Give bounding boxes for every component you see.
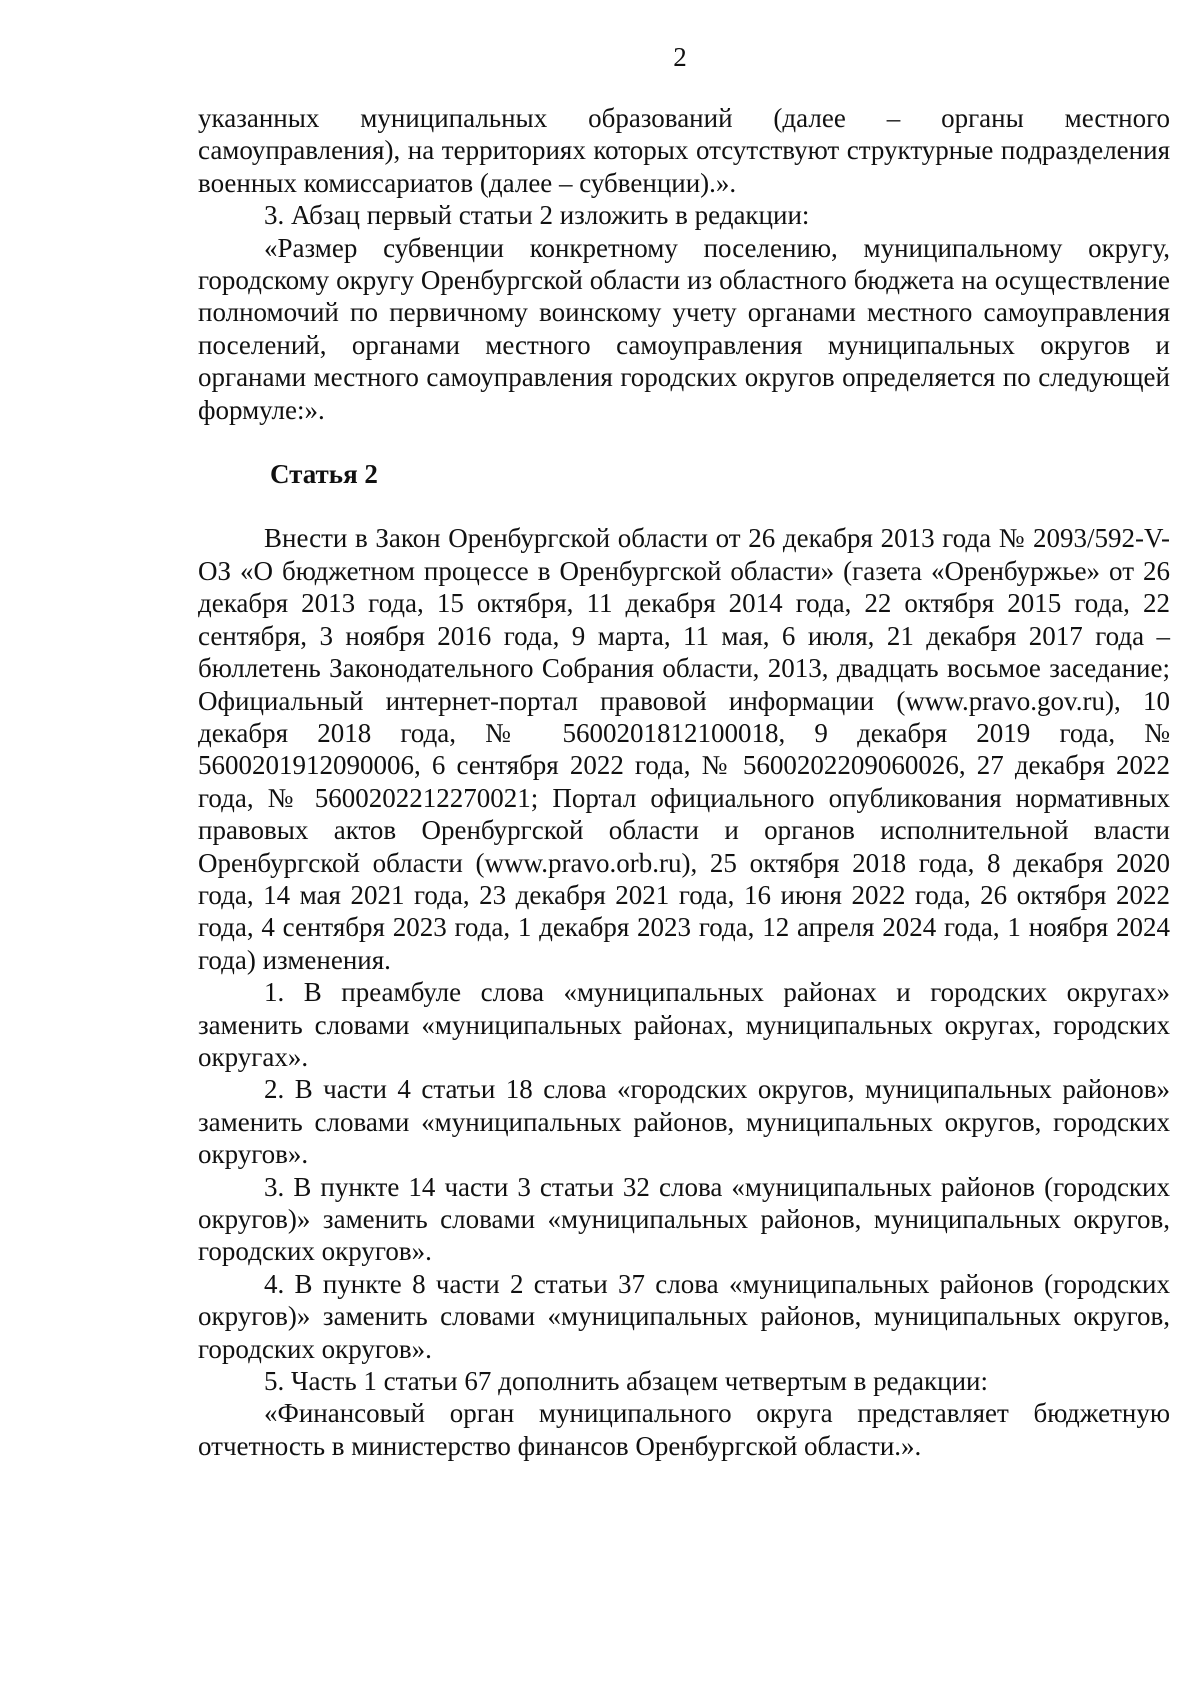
document-body <box>198 102 1170 1462</box>
paragraph-amendment-2: 2. В части 4 статьи 18 слова «городских округов, муниципальных районов» заменить словами «муниципальных районов, муниципальных округов, городских округов». <box>198 1074 1170 1170</box>
article-heading: Статья 2 <box>270 459 378 490</box>
page-number: 2 <box>673 42 687 72</box>
paragraph-amendment-1: 1. В преамбуле слова «муниципальных районах и городских округах» заменить словами «муниципальных районах, муниципальных округах, городских округах». <box>198 977 1170 1072</box>
paragraph-article-intro: Внести в Закон Оренбургской области от 26 декабря 2013 года № 2093/592-V-ОЗ «О бюджетном процессе в Оренбургской области» (газета «Оренбуржье» от 26 декабря 2013 года, 15 октября, 11 декабря 2014 года, 22 октября 2015 года, 22 сентября, 3 ноября 2016 года, 9 марта, 11 мая, 6 июля, 21 декабря 2017 года – бюллетень Законодательного Собрания области, 2013, двадцать восьмое заседание; Официальный интернет-портал правовой информации (www.pravo.gov.ru), 10 декабря 2018 года, № 5600201812100018, 9 декабря 2019 года, № 5600201912090006, 6 сентября 2022 года, № 5600202209060026, 27 декабря 2022 года, № 5600202212270021; Портал официального опубликования нормативных правовых актов Оренбургской области и органов исполнительной власти Оренбургской области (www.pravo.orb.ru), 25 октября 2018 года, 8 декабря 2020 года, 14 мая 2021 года, 23 декабря 2021 года, 16 июня 2022 года, 26 октября 2022 года, 4 сентября 2023 года, 1 декабря 2023 года, 12 апреля 2024 года, 1 ноября 2024 года) изменения. <box>198 523 1170 975</box>
paragraph-continuation: указанных муниципальных образований (далее – органы местного самоуправления), на территориях которых отсутствуют структурные подразделения военных комиссариатов (далее – субвенции).». <box>198 103 1170 198</box>
paragraph-amendment-4: 4. В пункте 8 части 2 статьи 37 слова «муниципальных районов (городских округов)» заменить словами «муниципальных районов, муниципальных округов, городских округов». <box>198 1268 1170 1364</box>
paragraph-quote-financial: «Финансовый орган муниципального округа представляет бюджетную отчетность в министерство финансов Оренбургской области.». <box>198 1398 1170 1461</box>
paragraph-amendment-5: 5. Часть 1 статьи 67 дополнить абзацем четвертым в редакции: <box>264 1366 988 1397</box>
paragraph-quote-formula: «Размер субвенции конкретному поселению, муниципальному округу, городскому округу Оренбургской области из областного бюджета на осуществление полномочий по первичному воинскому учету органами местного самоуправления поселений, органами местного самоуправления муниципальных округов и органами местного самоуправления городских округов определяется по следующей формуле:». <box>198 232 1170 425</box>
paragraph-amendment-3: 3. В пункте 14 части 3 статьи 32 слова «муниципальных районов (городских округов)» заменить словами «муниципальных районов, муниципальных округов, городских округов». <box>198 1171 1170 1267</box>
paragraph-item-3: 3. Абзац первый статьи 2 изложить в редакции: <box>264 200 810 231</box>
